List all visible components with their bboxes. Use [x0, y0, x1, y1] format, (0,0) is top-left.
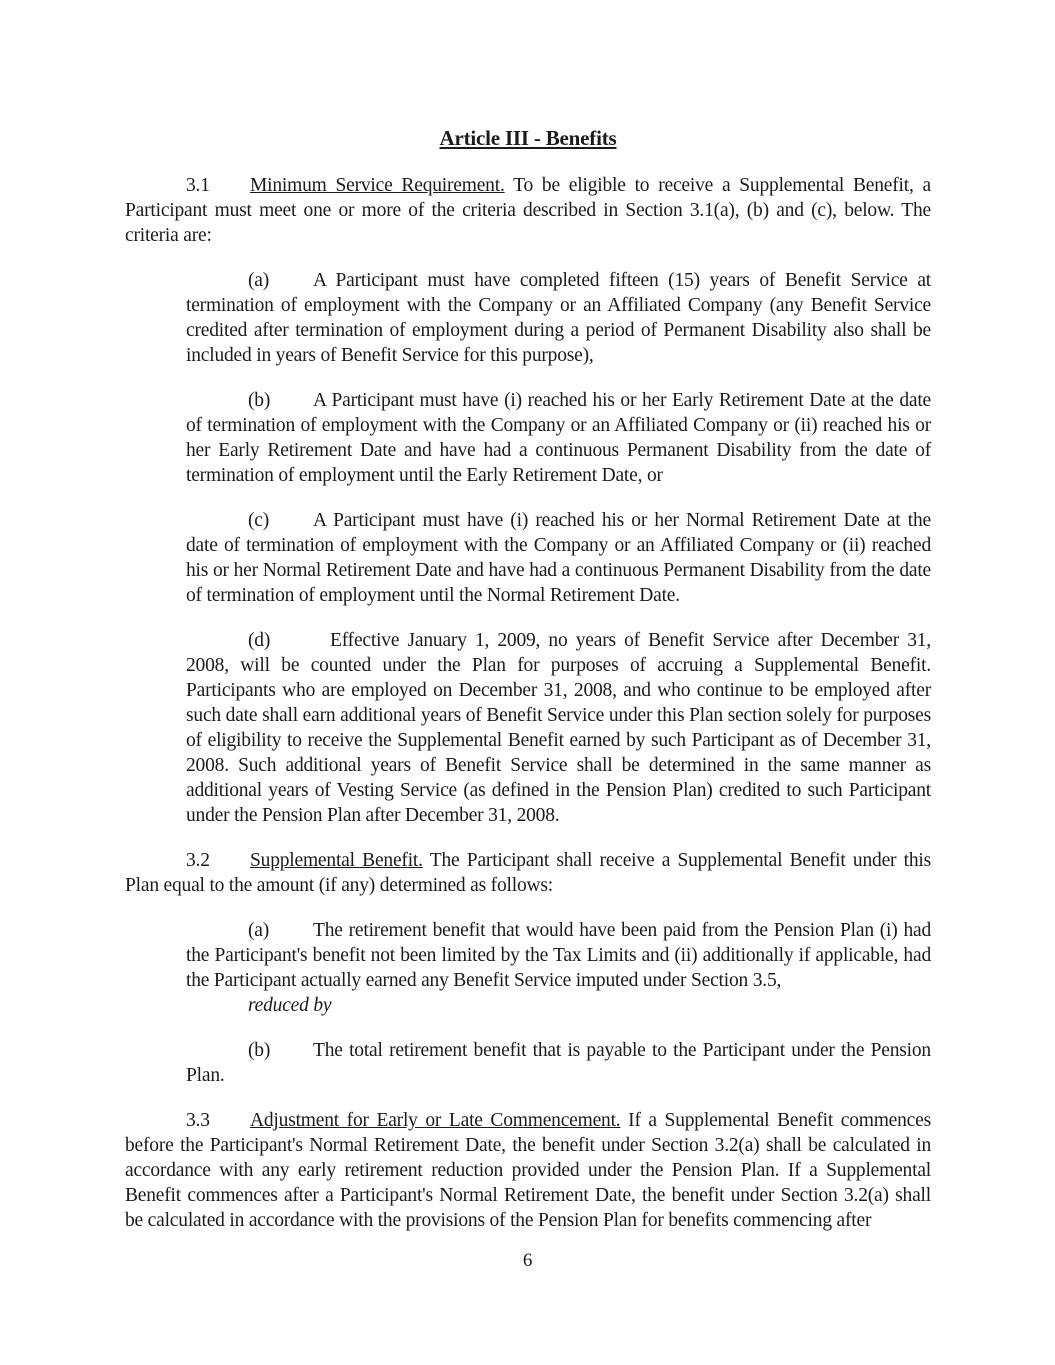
section-text: If a Supplemental Benefit commences before the Participant's Normal Retirement Date, the benefit under Section 3.2(a) shall be calculated in accordance with any early retirement reduction provided under the Pension Plan. If a Supplemental Benefit commences after a Participant's Normal Retirement Date, the benefit under Section 3.2(a) shall be calculated in accordance with the provisions of the Pension Plan for benefits commencing after	[125, 1110, 931, 1231]
subsection-text: A Participant must have (i) reached his or her Early Retirement Date at the date of termination of employment with the Company or an Affiliated Company or (ii) reached his or her Early Retirement Date and have had a continuous Permanent Disability from the date of termination of employment until the Early Retirement Date, or	[186, 390, 931, 486]
section-heading: Adjustment for Early or Late Commencement.	[250, 1110, 621, 1131]
section-number: 3.1	[186, 175, 210, 196]
subsection-3.1-d	[186, 628, 931, 828]
subsection-3.1-b	[186, 388, 931, 488]
subsection-3.2-a	[186, 918, 931, 1018]
subsection-label: (a)	[248, 920, 270, 941]
subsection-label: (c)	[248, 510, 270, 531]
subsection-3.1-c	[186, 508, 931, 608]
subsection-3.1-a	[186, 268, 931, 368]
subsection-text: The total retirement benefit that is payable to the Participant under the Pension Plan.	[186, 1040, 931, 1086]
subsection-3.2-b	[186, 1038, 931, 1088]
section-heading: Minimum Service Requirement.	[250, 175, 505, 196]
section-3.3-paragraph	[125, 1108, 931, 1233]
subsection-text: A Participant must have (i) reached his or her Normal Retirement Date at the date of termination of employment with the Company or an Affiliated Company or (ii) reached his or her Normal Retirement Date and have had a continuous Permanent Disability from the date of termination of employment until the Normal Retirement Date.	[186, 510, 931, 606]
subsection-label: (d)	[248, 630, 271, 651]
subsection-text: A Participant must have completed fifteen (15) years of Benefit Service at termination of employment with the Company or an Affiliated Company (any Benefit Service credited after termination of employment during a period of Permanent Disability also shall be included in years of Benefit Service for this purpose),	[186, 270, 931, 366]
subsection-text: Effective January 1, 2009, no years of Benefit Service after December 31, 2008, will be counted under the Plan for purposes of accruing a Supplemental Benefit. Participants who are employed on December 31, 2008, and who continue to be employed after such date shall earn additional years of Benefit Service under this Plan section solely for purposes of eligibility to receive the Supplemental Benefit earned by such Participant as of December 31, 2008. Such additional years of Benefit Service shall be determined in the same manner as additional years of Vesting Service (as defined in the Pension Plan) credited to such Participant under the Pension Plan after December 31, 2008.	[186, 630, 931, 826]
subsection-text: The retirement benefit that would have been paid from the Pension Plan (i) had the Participant's benefit not been limited by the Tax Limits and (ii) additionally if applicable, had the Participant actually earned any Benefit Service imputed under Section 3.5,	[186, 920, 931, 991]
section-3.1-paragraph	[125, 173, 931, 248]
article-title: Article III - Benefits	[439, 126, 617, 150]
section-text: The Participant shall receive a Supplemental Benefit under this Plan equal to the amount (if any) determined as follows:	[125, 850, 931, 896]
section-heading: Supplemental Benefit.	[250, 850, 423, 871]
section-text: To be eligible to receive a Supplemental Benefit, a Participant must meet one or more of the criteria described in Section 3.1(a), (b) and (c), below. The criteria are:	[125, 175, 931, 246]
section-number: 3.3	[186, 1110, 210, 1131]
section-number: 3.2	[186, 850, 210, 871]
subsection-label: (a)	[248, 270, 270, 291]
subsection-label: (b)	[248, 390, 271, 411]
page-number: 6	[522, 1250, 533, 1271]
document-content	[125, 126, 931, 1233]
reduced-by-clause: reduced by	[248, 995, 332, 1016]
section-3.2-paragraph	[125, 848, 931, 898]
subsection-label: (b)	[248, 1040, 271, 1061]
